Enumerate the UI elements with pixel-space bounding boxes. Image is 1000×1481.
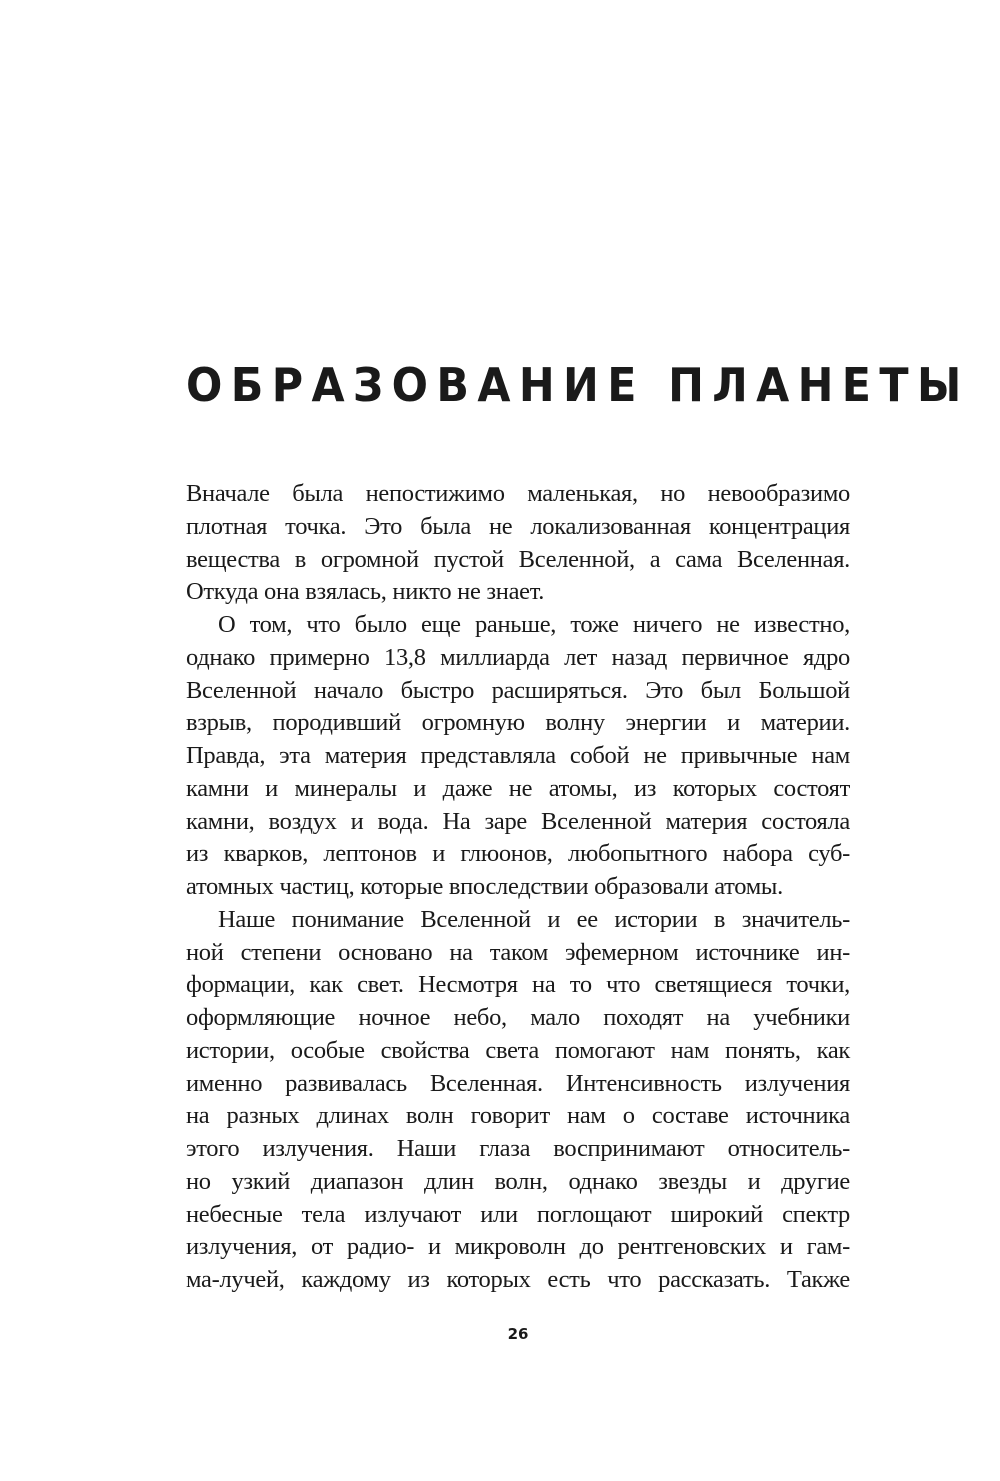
- text-line: камни и минералы и даже не атомы, из которых состоят: [186, 774, 850, 802]
- text-line: ной степени основано на таком эфемерном источнике ин-: [186, 938, 850, 966]
- chapter-title: ОБРАЗОВАНИЕ ПЛАНЕТЫ: [186, 358, 970, 412]
- text-line: из кварков, лептонов и глюонов, любопытного набора суб-: [186, 840, 850, 868]
- text-line: оформляющие ночное небо, мало походят на учебники: [186, 1004, 850, 1031]
- text-line: ма-лучей, каждому из которых есть что рассказать. Также: [186, 1266, 850, 1293]
- text-line: взрыв, породивший огромную волну энергии и материи.: [186, 709, 850, 737]
- text-line: плотная точка. Это была не локализованная концентрация: [186, 512, 850, 540]
- text-line: камни, воздух и вода. На заре Вселенной материя состояла: [186, 807, 850, 835]
- body-text: [186, 478, 850, 1343]
- text-line: этого излучения. Наши глаза воспринимают относитель-: [186, 1135, 850, 1162]
- text-line: излучения, от радио- и микроволн до рентгеновских и гам-: [186, 1233, 850, 1261]
- text-line: Вселенной начало быстро расширяться. Это был Большой: [186, 676, 850, 704]
- text-line: именно развивалась Вселенная. Интенсивность излучения: [186, 1069, 850, 1097]
- text-line: небесные тела излучают или поглощают широкий спектр: [186, 1200, 850, 1228]
- text-line: Вначале была непостижимо маленькая, но невообразимо: [186, 480, 850, 507]
- text-line: О том, что было еще раньше, тоже ничего не известно,: [218, 611, 850, 638]
- text-line: вещества в огромной пустой Вселенной, а сама Вселенная.: [186, 545, 850, 573]
- text-line: Правда, эта материя представляла собой не привычные нам: [186, 742, 850, 769]
- body-lines: [186, 478, 850, 1297]
- text-line: однако примерно 13,8 миллиарда лет назад первичное ядро: [186, 643, 850, 671]
- text-line: атомных частиц, которые впоследствии образовали атомы.: [186, 873, 783, 900]
- text-line: Откуда она взялась, никто не знает.: [186, 578, 545, 606]
- text-line: формации, как свет. Несмотря на то что светящиеся точки,: [186, 971, 850, 999]
- text-line: но узкий диапазон длин волн, однако звезды и другие: [186, 1167, 850, 1195]
- page-number: 26: [507, 1324, 529, 1343]
- text-line: истории, особые свойства света помогают нам понять, как: [186, 1036, 850, 1064]
- text-line: Наше понимание Вселенной и ее истории в значитель-: [218, 905, 850, 933]
- text-line: на разных длинах волн говорит нам о составе источника: [186, 1102, 850, 1130]
